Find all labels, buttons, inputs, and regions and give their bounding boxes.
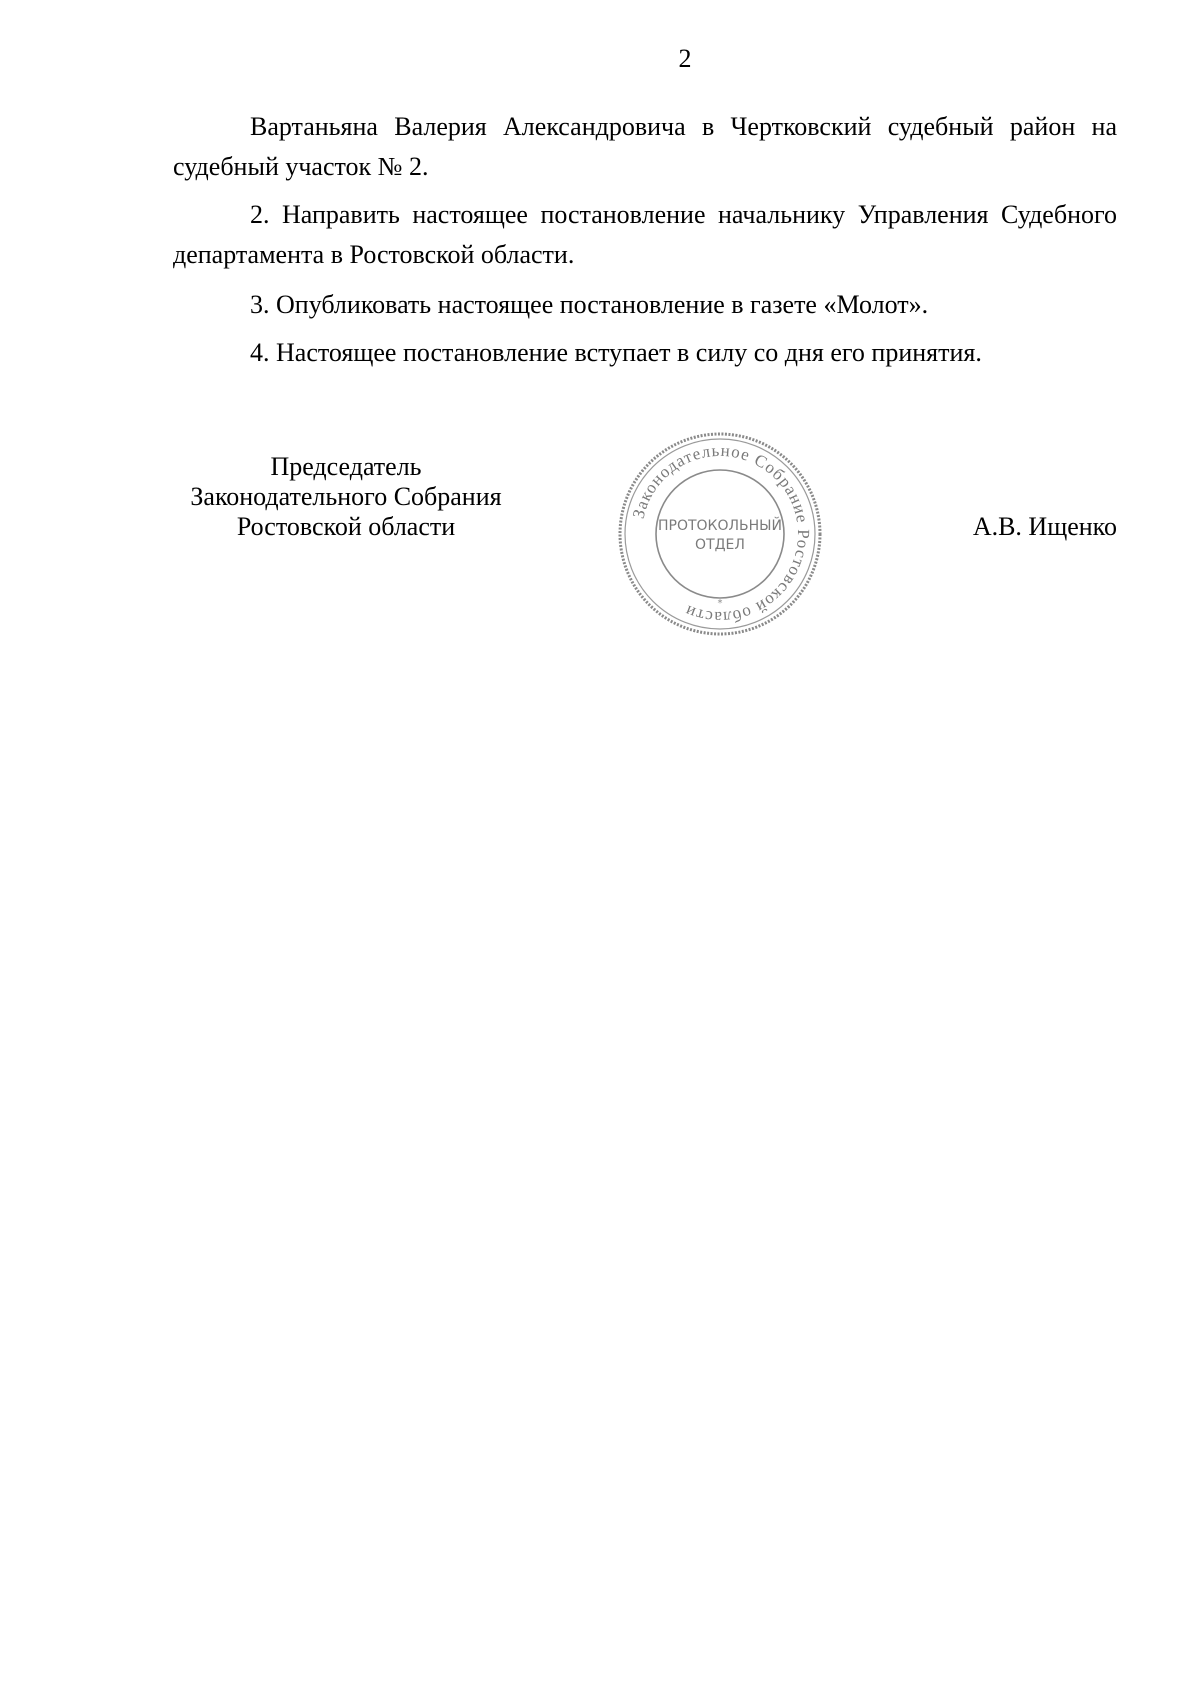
signature-title-line-3: Ростовской области — [236, 512, 456, 541]
seal-center-line-2: ОТДЕЛ — [695, 537, 745, 553]
seal-ring-textpath: Законодательное Собрание Ростовской области — [628, 440, 814, 628]
official-seal-stamp — [616, 430, 824, 638]
paragraph-item-3: 3. Опубликовать настоящее постановление в газете «Молот». — [250, 290, 929, 319]
seal-center-line-1: ПРОТОКОЛЬНЫЙ — [657, 518, 783, 534]
signer-name: А.В. Ищенко — [972, 512, 1117, 541]
paragraph-item-4: 4. Настоящее постановление вступает в силу со дня его принятия. — [250, 338, 982, 367]
paragraph-item-2: 2. Направить настоящее постановление начальнику Управления Судебного департамента в Ростовской области. — [173, 200, 1117, 269]
paragraph-appointment: Вартаньяна Валерия Александровича в Чертковский судебный район на судебный участок № 2. — [173, 112, 1117, 181]
signature-title-line-2: Законодательного Собрания — [190, 482, 502, 511]
seal-star: * — [717, 598, 723, 609]
signature-title — [172, 452, 520, 542]
page-number: 2 — [678, 44, 692, 73]
seal-inner-ring — [656, 470, 784, 598]
document-body — [173, 107, 1117, 381]
signature-title-line-1: Председатель — [270, 452, 422, 481]
